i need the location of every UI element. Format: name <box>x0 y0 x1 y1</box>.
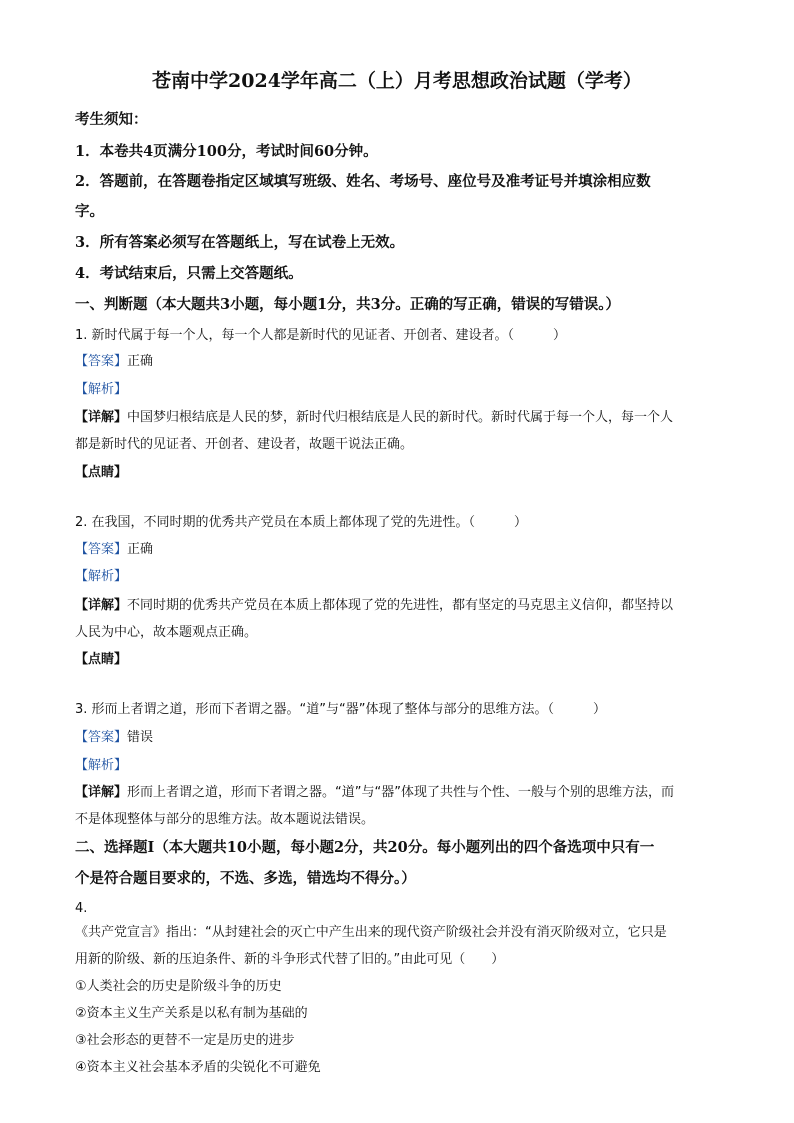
question-number: 4. <box>75 901 88 916</box>
question-stem: 3. 形而上者谓之道，形而下者谓之器。“道”与“器”体现了整体与部分的思维方法。（ ） <box>75 702 606 717</box>
detail-text: 人民为中心，故本题观点正确。 <box>75 625 258 640</box>
notice-item: 2．答题前，在答题卷指定区域填写班级、姓名、考场号、座位号及准考证号并填涂相应数 <box>75 173 651 190</box>
notice-item: 字。 <box>75 203 104 220</box>
answer-line <box>75 540 153 560</box>
analysis-tag: 【解析】 <box>75 382 128 397</box>
detail-text: 形而上者谓之道，形而下者谓之器。“道”与“器”体现了共性与个性、一般与个别的思维方法，而 <box>127 785 674 800</box>
answer-tag: 【答案】 <box>75 730 128 745</box>
point-tag: 【点睛】 <box>75 652 128 667</box>
detail-text: 不同时期的优秀共产党员在本质上都体现了党的先进性，都有坚定的马克思主义信仰，都坚持以 <box>127 598 674 613</box>
analysis-tag: 【解析】 <box>75 569 128 584</box>
analysis-tag: 【解析】 <box>75 758 128 773</box>
detail-line <box>75 596 673 616</box>
point-tag: 【点睛】 <box>75 465 128 480</box>
answer-value: 正确 <box>127 542 154 557</box>
section-heading: 一、判断题（本大题共3小题，每小题1分，共3分。正确的写正确，错误的写错误。） <box>75 296 621 313</box>
question-stem: 《共产党宣言》指出：“从封建社会的灭亡中产生出来的现代资产阶级社会并没有消灭阶级对立，它只是 <box>75 925 667 940</box>
page-title: 苍南中学2024学年高二（上）月考思想政治试题（学考） <box>152 70 642 92</box>
detail-text: 中国梦归根结底是人民的梦，新时代归根结底是人民的新时代。新时代属于每一个人，每一个人 <box>127 410 674 425</box>
notice-heading: 考生须知： <box>75 111 148 128</box>
notice-item: 4．考试结束后，只需上交答题纸。 <box>75 265 303 282</box>
notice-item: 3．所有答案必须写在答题纸上，写在试卷上无效。 <box>75 234 405 251</box>
detail-tag: 【详解】 <box>75 598 128 613</box>
answer-line <box>75 352 153 372</box>
detail-line <box>75 783 674 803</box>
option-item: ①人类社会的历史是阶级斗争的历史 <box>75 979 282 994</box>
detail-tag: 【详解】 <box>75 785 128 800</box>
answer-value: 正确 <box>127 354 154 369</box>
section-heading: 二、选择题Ⅰ（本大题共10小题，每小题2分，共20分。每小题列出的四个备选项中只有一 <box>75 839 655 856</box>
answer-line <box>75 728 153 748</box>
option-item: ④资本主义社会基本矛盾的尖锐化不可避免 <box>75 1060 321 1075</box>
detail-text: 不是体现整体与部分的思维方法。故本题说法错误。 <box>75 812 375 827</box>
question-stem: 1. 新时代属于每一个人，每一个人都是新时代的见证者、开创者、建设者。（ ） <box>75 328 567 343</box>
detail-line <box>75 408 673 428</box>
answer-tag: 【答案】 <box>75 354 128 369</box>
option-item: ③社会形态的更替不一定是历史的进步 <box>75 1033 295 1048</box>
detail-text: 都是新时代的见证者、开创者、建设者，故题干说法正确。 <box>75 437 414 452</box>
answer-value: 错误 <box>127 730 154 745</box>
answer-tag: 【答案】 <box>75 542 128 557</box>
question-stem: 2. 在我国，不同时期的优秀共产党员在本质上都体现了党的先进性。（ ） <box>75 515 528 530</box>
notice-item: 1．本卷共4页满分100分，考试时间60分钟。 <box>75 143 378 160</box>
option-item: ②资本主义生产关系是以私有制为基础的 <box>75 1006 308 1021</box>
detail-tag: 【详解】 <box>75 410 128 425</box>
question-stem: 用新的阶级、新的压迫条件、新的斗争形式代替了旧的。”由此可见（ ） <box>75 952 505 967</box>
section-heading-cont: 个是符合题目要求的，不选、多选，错选均不得分。） <box>75 870 416 887</box>
